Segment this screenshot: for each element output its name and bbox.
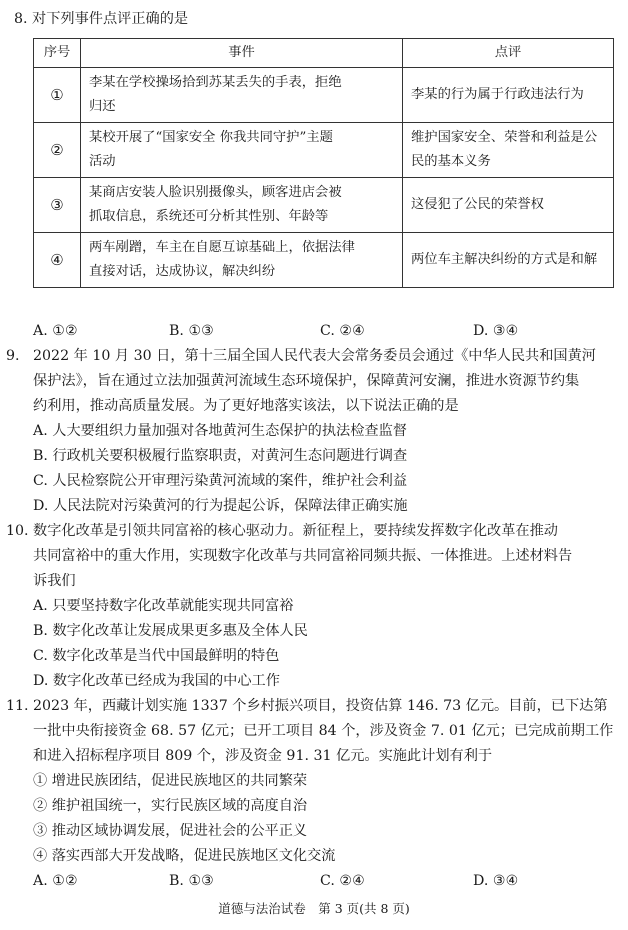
- question-stem-line: 约利用，推动高质量发展。为了更好地落实该法，以下说法正确的是: [33, 398, 459, 414]
- question-stem-line: 保护法》，旨在通过立法加强黄河流域生态环境保护，保障黄河安澜，推进水资源节约集: [33, 373, 580, 389]
- question-11-number: 11.: [6, 698, 29, 714]
- event-line: 两车剐蹭，车主在自愿互谅基础上，依据法律: [89, 240, 355, 255]
- header-no: 序号: [34, 39, 81, 68]
- table-row: [34, 68, 614, 123]
- option-c: C. 数字化改革是当代中国最鲜明的特色: [33, 648, 280, 664]
- event-line: 李某在学校操场拾到苏某丢失的手表，拒绝: [89, 75, 342, 90]
- option-b: B. ①③: [169, 323, 214, 339]
- option-c: C. ②④: [320, 873, 365, 889]
- option-a: A. 人大要组织力量加强对各地黄河生态保护的执法检查监督: [33, 423, 407, 439]
- table-row: [34, 123, 614, 178]
- option-b: B. ①③: [169, 873, 214, 889]
- option-d: D. ③④: [473, 323, 519, 339]
- table-row: [34, 233, 614, 288]
- event-cell: [81, 178, 403, 233]
- comment-line: 民的基本义务: [411, 154, 491, 169]
- events-table: [33, 38, 614, 288]
- comment-cell: 这侵犯了公民的荣誉权: [403, 178, 614, 233]
- question-stem-line: 共同富裕中的重大作用，实现数字化改革与共同富裕同频共振、一体推进。上述材料告: [33, 548, 573, 564]
- header-comment: 点评: [403, 39, 614, 68]
- statement-item: ② 维护祖国统一，实行民族区域的高度自治: [33, 798, 308, 814]
- row-number: ④: [34, 233, 81, 288]
- option-d: D. 人民法院对污染黄河的行为提起公诉，保障法律正确实施: [33, 498, 408, 514]
- event-line: 某商店安装人脸识别摄像头，顾客进店会被: [89, 185, 342, 200]
- comment-cell: 两位车主解决纠纷的方式是和解: [403, 233, 614, 288]
- option-a: A. 只要坚持数字化改革就能实现共同富裕: [33, 598, 294, 614]
- option-a: A. ①②: [33, 323, 78, 339]
- option-d: D. 数字化改革已经成为我国的中心工作: [33, 673, 280, 689]
- table-header-row: [34, 39, 614, 68]
- question-stem-line: 2023 年，西藏计划实施 1337 个乡村振兴项目，投资估算 146. 73 亿元。目前，已下达第: [33, 698, 608, 714]
- option-b: B. 行政机关要积极履行监察职责，对黄河生态问题进行调查: [33, 448, 408, 464]
- question-stem-line: 2022 年 10 月 30 日，第十三届全国人民代表大会常务委员会通过《中华人民共和国黄河: [33, 348, 596, 364]
- row-number: ②: [34, 123, 81, 178]
- question-stem-line: 数字化改革是引领共同富裕的核心驱动力。新征程上，要持续发挥数字化改革在推动: [33, 523, 558, 539]
- table-row: [34, 178, 614, 233]
- comment-cell: [403, 123, 614, 178]
- statement-item: ④ 落实西部大开发战略，促进民族地区文化交流: [33, 848, 336, 864]
- event-line: 活动: [89, 154, 116, 169]
- question-10-number: 10.: [6, 523, 29, 539]
- page-footer: 道德与法治试卷 第 3 页(共 8 页): [218, 901, 410, 916]
- question-9-number: 9.: [6, 348, 20, 364]
- event-cell: [81, 68, 403, 123]
- event-line: 直接对话，达成协议，解决纠纷: [89, 264, 276, 279]
- option-a: A. ①②: [33, 873, 78, 889]
- question-8-title: 8. 对下列事件点评正确的是: [14, 11, 189, 27]
- event-cell: [81, 123, 403, 178]
- comment-line: 维护国家安全、荣誉和利益是公: [411, 130, 598, 145]
- question-stem-line: 和进入招标程序项目 809 个，涉及资金 91. 31 亿元。实施此计划有利于: [33, 748, 493, 764]
- question-stem-line: 诉我们: [33, 573, 76, 589]
- option-d: D. ③④: [473, 873, 519, 889]
- option-b: B. 数字化改革让发展成果更多惠及全体人民: [33, 623, 308, 639]
- row-number: ③: [34, 178, 81, 233]
- header-event: 事件: [81, 39, 403, 68]
- row-number: ①: [34, 68, 81, 123]
- event-line: 某校开展了“国家安全 你我共同守护”主题: [89, 130, 333, 145]
- statement-item: ③ 推动区域协调发展，促进社会的公平正义: [33, 823, 308, 839]
- question-stem-line: 一批中央衔接资金 68. 57 亿元；已开工项目 84 个，涉及资金 7. 01 亿元；已完成前期工作: [33, 723, 614, 739]
- event-line: 抓取信息，系统还可分析其性别、年龄等: [89, 209, 329, 224]
- event-cell: [81, 233, 403, 288]
- comment-cell: 李某的行为属于行政违法行为: [403, 68, 614, 123]
- option-c: C. 人民检察院公开审理污染黄河流域的案件，维护社会利益: [33, 473, 408, 489]
- event-line: 归还: [89, 99, 116, 114]
- option-c: C. ②④: [320, 323, 365, 339]
- statement-item: ① 增进民族团结，促进民族地区的共同繁荣: [33, 773, 308, 789]
